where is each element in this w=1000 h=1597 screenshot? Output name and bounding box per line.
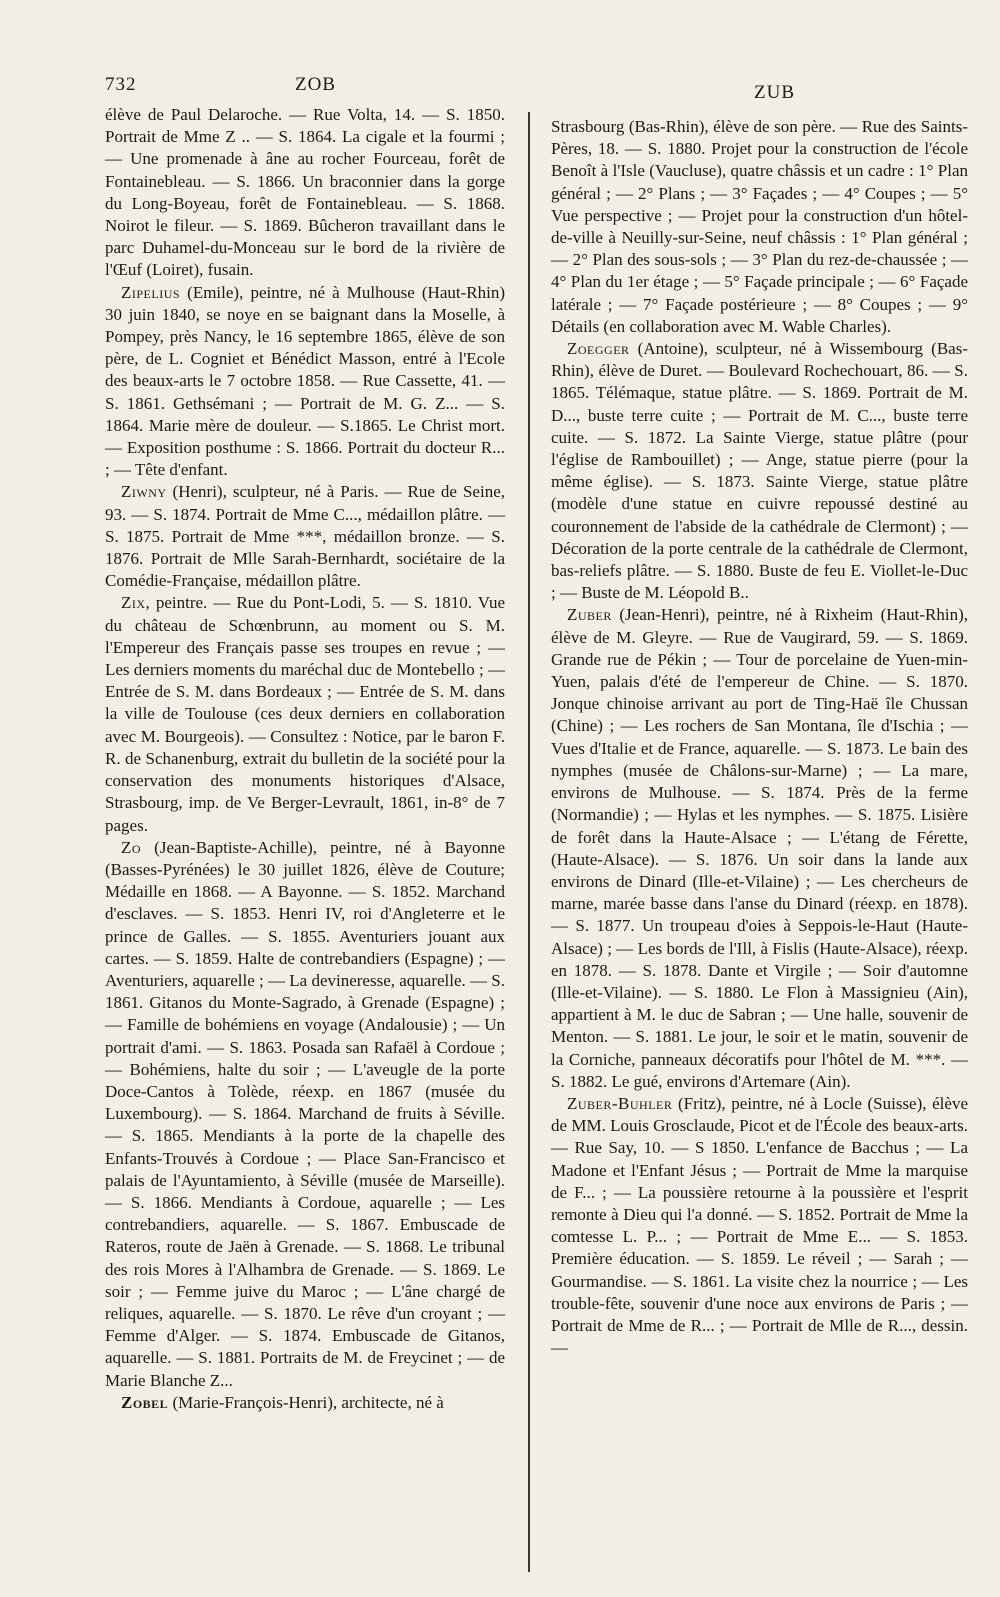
right-column	[551, 116, 968, 1359]
entry-name: Zuber-Buhler	[567, 1093, 673, 1113]
left-column	[105, 104, 505, 1414]
entry-name: Ziwny	[121, 482, 167, 502]
entry-text: (Fritz), peintre, né à Locle (Suisse), élève de MM. Louis Grosclaude, Picot et de l'École des beaux-arts. — Rue Say, 10. — S 1850. L'enfance de Bacchus ; — La Madone et l'Enfant Jésus ; — Portrait de Mme la marquise de F... ; — La poussière retourne à la poussière et l'esprit remonte à Dieu qui l'a donné. — S. 1852. Portrait de Mme la comtesse L. P... ; — Portrait de Mme E... — S. 1853. Première éducation. — S. 1859. Le réveil ; — Sarah ; — Gourmandise. — S. 1861. La visite chez la nourrice ; — Les trouble-fête, souvenir d'une noce aux environs de Paris ; — Portrait de Mme de R... ; — Portrait de Mlle de R..., dessin. —	[551, 1093, 968, 1358]
entry-continuation: Strasbourg (Bas-Rhin), élève de son père. — Rue des Saints-Pères, 18. — S. 1880. Projet pour la construction de l'école Benoît à l'Isle (Vaucluse), quatre châssis et un cadre : 1° Plan général ; — 2° Plans ; — 3° Façades ; — 4° Coupes ; — 5° Vue perspective ; — Projet pour la construction d'un hôtel-de-ville à Neuilly-sur-Seine, neuf châssis : 1° Plan général ; — 2° Plan des sous-sols ; — 3° Plan du rez-de-chaussée ; — 4° Plan du 1er étage ; — 5° Façade principale ; — 6° Façade latérale ; — 7° Façade postérieure ; — 8° Coupes ; — 9° Détails (en collaboration avec M. Wable Charles).	[551, 117, 968, 336]
page-header	[105, 74, 505, 100]
entry-name: Zo	[121, 837, 142, 857]
entry-zo	[105, 837, 505, 1392]
page-number: 732	[105, 74, 137, 95]
right-running-head: ZUB	[754, 82, 795, 103]
entry-text: (Marie-François-Henri), architecte, né à	[168, 1392, 444, 1412]
entry-continuation: élève de Paul Delaroche. — Rue Volta, 14. — S. 1850. Portrait de Mme Z .. — S. 1864. La cigale et la fourmi ; — Une promenade à âne au rocher Fourceau, forêt de Fontainebleau. — S. 1866. Un braconnier dans la gorge du Long-Boyeau, forêt de Fontainebleau. — S. 1868. Noirot le fileur. — S. 1869. Bûcheron travaillant dans le parc Duhamel-du-Monceau sur le bord de la rivière de l'Œuf (Loiret), fusain.	[105, 105, 505, 280]
entry-name: Zix	[121, 593, 146, 613]
entry-text: (Jean-Baptiste-Achille), peintre, né à Bayonne (Basses-Pyrénées) le 30 juillet 1826, élève de Couture; Médaille en 1868. — A Bayonne. — S. 1852. Marchand d'esclaves. — S. 1853. Henri IV, roi d'Angleterre et le prince de Galles. — S. 1855. Aventuriers jouant aux cartes. — S. 1859. Halte de contrebandiers (Espagne) ; — Aventuriers, aquarelle ; — La devineresse, aquarelle. — S. 1861. Gitanos du Monte-Sagrado, à Grenade (Espagne) ; — Famille de bohémiens en voyage (Andalousie) ; — Un portrait d'ami. — S. 1863. Posada san Rafaël à Cordoue ; — Bohémiens, halte du soir ; — L'aveugle de la porte Doce-Cantos à Tolède, réexp. en 1867 (musée du Luxembourg). — S. 1864. Marchand de fruits à Séville. — S. 1865. Mendiants à la porte de la chapelle des Enfants-Trouvés à Cordoue ; — Place San-Francisco et palais de l'Ayuntamiento, à Séville (musée de Marseille). — S. 1866. Mendiants à Cordoue, aquarelle ; — Les contrebandiers, aquarelle. — S. 1867. Embuscade de Rateros, route de Jaën à Grenade. — S. 1868. Le tribunal des rois Mores à l'Alhambra de Grenade. — S. 1869. Le soir ; — Femme juive du Maroc ; — L'âne chargé de reliques, aquarelle. — S. 1870. Le rêve d'un croyant ; — Femme d'Alger. — S. 1874. Embuscade de Gitanos, aquarelle. — S. 1881. Portraits de M. de Freycinet ; — de Marie Blanche Z...	[105, 837, 505, 1390]
entry-text: , peintre. — Rue du Pont-Lodi, 5. — S. 1810. Vue du château de Schœnbrunn, au moment ou S. M. l'Empereur des Français passe ses troupes en revue ; — Les derniers moments du maréchal duc de Montebello ; — Entrée de S. M. dans Bordeaux ; — Entrée de S. M. dans la ville de Toulouse (ces deux derniers en collaboration avec M. Bourgeois). — Consultez : Notice, par le baron F. R. de Schanenburg, extrait du bulletin de la société pour la conservation des monuments historiques d'Alsace, Strasbourg, imp. de Ve Berger-Levrault, 1861, in-8° de 7 pages.	[105, 593, 505, 835]
entry-zuber	[551, 604, 968, 1092]
entry-zuber-buhler	[551, 1093, 968, 1359]
entry-name: Zipelius	[121, 282, 181, 302]
entry-text: (Henri), sculpteur, né à Paris. — Rue de Seine, 93. — S. 1874. Portrait de Mme C..., médaillon plâtre. — S. 1875. Portrait de Mme ***, médaillon bronze. — S. 1876. Portrait de Mlle Sarah-Bernhardt, sociétaire de la Comédie-Française, médaillon plâtre.	[105, 482, 505, 591]
entry-name: Zobel	[121, 1392, 169, 1412]
entry-text: (Antoine), sculpteur, né à Wissembourg (Bas-Rhin), élève de Duret. — Boulevard Rochechouart, 86. — S. 1865. Télémaque, statue plâtre. — S. 1869. Portrait de M. D..., buste terre cuite ; — Portrait de M. C..., buste terre cuite. — S. 1872. La Sainte Vierge, statue plâtre (pour l'église de Rambouillet) ; — Ange, statue pierre (pour la même église). — S. 1873. Sainte Vierge, statue plâtre (modèle d'une statue en cuivre repoussé destiné au couronnement de l'abside de la cathédrale de Clermont) ; — Décoration de la porte centrale de la cathédrale de Clermont, bas-reliefs plâtre. — S. 1880. Buste de feu E. Viollet-le-Duc ; — Buste de M. Léopold B..	[551, 339, 968, 603]
entry-ziwny	[105, 481, 505, 592]
entry-zoegger	[551, 338, 968, 604]
entry-zipelius	[105, 282, 505, 482]
entry-zix	[105, 592, 505, 836]
entry-name: Zuber	[567, 605, 612, 625]
entry-zobel	[105, 1392, 505, 1414]
left-running-head: ZOB	[295, 74, 336, 95]
column-divider	[528, 112, 530, 1572]
entry-text: (Emile), peintre, né à Mulhouse (Haut-Rhin) 30 juin 1840, se noye en se baignant dans la Moselle, à Pompey, près Nancy, le 16 septembre 1865, élève de son père, de L. Cogniet et Bénédict Masson, entré à l'Ecole des beaux-arts le 7 octobre 1858. — Rue Cassette, 41. — S. 1861. Gethsémani ; — Portrait de M. G. Z... — S. 1864. Marie mère de douleur. — S.1865. Le Christ mort. — Exposition posthume : S. 1866. Portrait du docteur R... ; — Tête d'enfant.	[105, 282, 505, 480]
entry-text: (Jean-Henri), peintre, né à Rixheim (Haut-Rhin), élève de M. Gleyre. — Rue de Vaugirard, 59. — S. 1869. Grande rue de Pékin ; — Tour de porcelaine de Yuen-min-Yuen, palais d'été de l'empereur de Chine. — S. 1870. Jonque chinoise arrivant au port de Ting-Haë île Chussan (Chine) ; — Les rochers de San Montana, île d'Ischia ; — Vues d'Italie et de France, aquarelle. — S. 1873. Le bain des nymphes (musée de Châlons-sur-Marne) ; — La mare, environs de Mulhouse. — S. 1874. Près de la ferme (Normandie) ; — Hylas et les nymphes. — S. 1875. Lisière de forêt dans la Haute-Alsace ; — L'étang de Férette, (Haute-Alsace). — S. 1876. Un soir dans la lande aux environs de Dinard (Ille-et-Vilaine) ; — Les chercheurs de marne, marée basse dans l'anse du Dinard (réexp. en 1878). — S. 1877. Un troupeau d'oies à Seppois-le-Haut (Haute-Alsace) ; — Les bords de l'Ill, à Fislis (Haute-Alsace), réexp. en 1878. — S. 1878. Dante et Virgile ; — Soir d'automne (Ille-et-Vilaine). — S. 1880. Le Flon à Massignieu (Ain), appartient à M. le duc de Sabran ; — Une halle, souvenir de Menton. — S. 1881. Le jour, le soir et le matin, souvenir de la Corniche, panneaux décoratifs pour l'hôtel de M. ***. — S. 1882. Le gué, environs d'Artemare (Ain).	[551, 605, 968, 1091]
entry-name: Zoegger	[567, 339, 630, 359]
